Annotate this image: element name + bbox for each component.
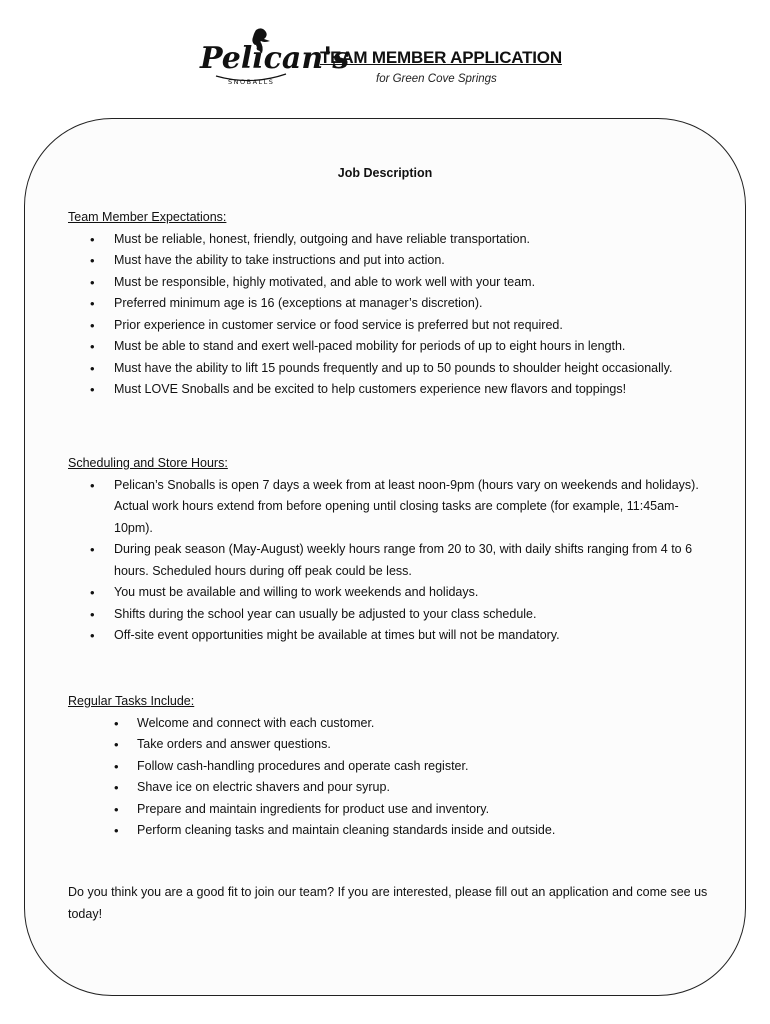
list-item: • Prepare and maintain ingredients for product use and inventory.: [68, 799, 708, 821]
scheduling-section: [68, 453, 708, 647]
list-item: • Welcome and connect with each customer.: [68, 713, 708, 735]
list-item: • Follow cash-handling procedures and operate cash register.: [68, 756, 708, 778]
closing-paragraph: Do you think you are a good fit to join our team? If you are interested, please fill out an application and come see us today!: [68, 885, 708, 921]
scheduling-list: [68, 475, 708, 647]
list-item: • Off-site event opportunities might be available at times but will not be mandatory.: [68, 625, 708, 647]
list-item: • Must be responsible, highly motivated, and able to work well with your team.: [68, 272, 708, 294]
list-item: • Must be able to stand and exert well-paced mobility for periods of up to eight hours in length.: [68, 336, 708, 358]
list-item: • Prior experience in customer service or food service is preferred but not required.: [68, 315, 708, 337]
tasks-title: Regular Tasks Include:: [68, 694, 195, 708]
list-item: • Pelican’s Snoballs is open 7 days a week from at least noon-9pm (hours vary on weekends and holidays). Actual work hours extend from before opening until closing tasks are complete (for example, 11:45am-10pm).: [68, 475, 708, 540]
tasks-section: [68, 691, 708, 842]
list-item: • Perform cleaning tasks and maintain cleaning standards inside and outside.: [68, 820, 708, 842]
list-item: • Must have the ability to take instructions and put into action.: [68, 250, 708, 272]
page-header: [0, 0, 770, 110]
list-item: • Must LOVE Snoballs and be excited to help customers experience new flavors and toppings!: [68, 379, 708, 401]
list-item: • Take orders and answer questions.: [68, 734, 708, 756]
list-item: • During peak season (May-August) weekly hours range from 20 to 30, with daily shifts ranging from 4 to 6 hours. Scheduled hours during off peak could be less.: [68, 539, 708, 582]
application-title: TEAM MEMBER APPLICATION: [320, 48, 562, 67]
tasks-list: [68, 713, 708, 842]
expectations-title: Team Member Expectations:: [68, 210, 227, 224]
svg-text:Pelican's: Pelican's: [200, 41, 350, 76]
list-item: • Must have the ability to lift 15 pounds frequently and up to 50 pounds to shoulder height occasionally.: [68, 358, 708, 380]
expectations-list: [68, 229, 708, 401]
list-item: • You must be available and willing to work weekends and holidays.: [68, 582, 708, 604]
svg-text:SNOBALLS: SNOBALLS: [228, 78, 275, 86]
job-description-heading: Job Description: [337, 166, 433, 180]
list-item: • Must be reliable, honest, friendly, outgoing and have reliable transportation.: [68, 229, 708, 251]
list-item: • Preferred minimum age is 16 (exceptions at manager’s discretion).: [68, 293, 708, 315]
scheduling-title: Scheduling and Store Hours:: [68, 456, 228, 470]
location-subtitle: for Green Cove Springs: [376, 73, 497, 85]
expectations-section: [68, 207, 708, 401]
list-item: • Shave ice on electric shavers and pour syrup.: [68, 777, 708, 799]
pelicans-logo: [196, 26, 350, 90]
list-item: • Shifts during the school year can usually be adjusted to your class schedule.: [68, 604, 708, 626]
